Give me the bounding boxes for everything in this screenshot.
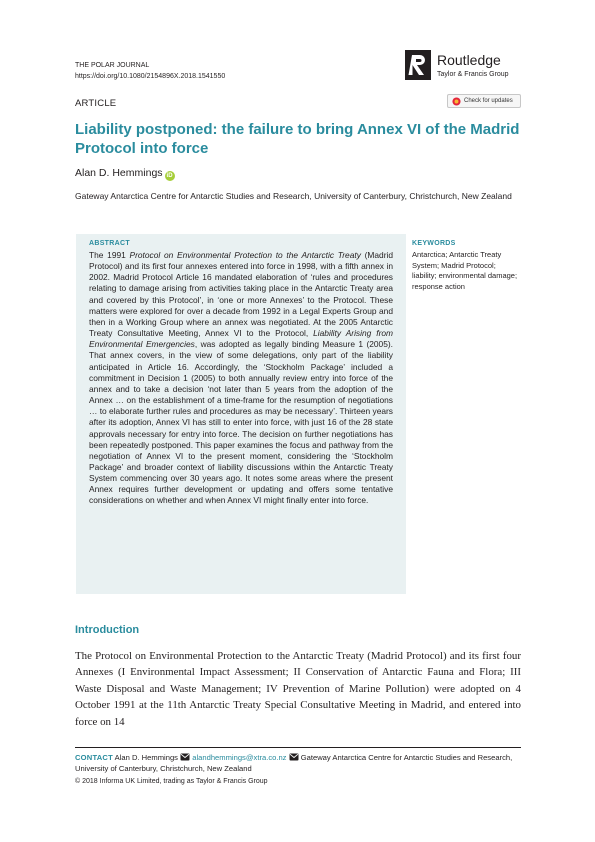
keywords-heading: KEYWORDS: [412, 240, 456, 247]
publisher-name: Routledge: [437, 52, 501, 68]
email-icon: [180, 753, 190, 761]
abstract-italic: Protocol on Environmental Protection to the Antarctic Treaty: [129, 250, 361, 260]
orcid-icon[interactable]: iD: [166, 173, 173, 179]
section-heading-introduction: Introduction: [75, 624, 140, 636]
abstract-part: (Madrid Protocol) and its first four annexes entered into force in 1998, with a fifth annex in 2002. Madrid Protocol Article 16 mandated elaboration of ‘rules and procedures relating to damage arising from activities taking place in the Antarctic Treaty area and covered by this Protocol’, in ‘one or more Annexes’ to the Protocol. These matters were explored for over a decade from 1992 in a Legal Experts Group and then in a Working Group where an annex was negotiated. At the 2005 Antarctic Treaty Consultative Meeting, Annex VI to the Protocol,: [89, 250, 394, 339]
abstract-italic: Liability Arising from Environmental Emergencies: [89, 328, 393, 350]
article-title: Liability postponed: the failure to bring Annex VI of the Madrid Protocol into force: [75, 121, 520, 157]
doi-link[interactable]: https://doi.org/10.1080/2154896X.2018.1541550: [75, 73, 226, 80]
abstract-heading: ABSTRACT: [89, 240, 130, 247]
article-type: ARTICLE: [75, 98, 117, 109]
contact-email[interactable]: alandhemmings@xtra.co.nz: [192, 753, 287, 762]
publisher-subtitle: Taylor & Francis Group: [437, 71, 509, 78]
keywords-list: Antarctica; Antarctic Treaty System; Madrid Protocol; liability; environmental damage; response action: [412, 250, 518, 291]
abstract-text: [89, 250, 393, 507]
abstract-part: The 1991: [89, 250, 130, 260]
publisher-logo: [405, 50, 535, 82]
introduction-paragraph: The Protocol on Environmental Protection to the Antarctic Treaty (Madrid Protocol) and its first four Annexes (I Environmental Impact Assessment; II Conservation of Antarctic Fauna and Flora; III Waste Disposal and Waste Management; IV Prevention of Marine Pollution) were adopted on 4 October 1991 at the 11th Antarctic Treaty Special Consultative Meeting in Madrid, and entered into force on 14: [75, 650, 521, 728]
author-affiliation: Gateway Antarctica Centre for Antarctic Studies and Research, University of Canterbury, Christchurch, New Zealand: [75, 191, 512, 201]
journal-name: THE POLAR JOURNAL: [75, 62, 150, 69]
abstract-panel: [76, 234, 406, 594]
postal-address-icon: [289, 753, 299, 761]
contact-affiliation: Gateway Antarctica Centre for Antarctic Studies and Research, University of Canterbury, Christchurch, New Zealand: [75, 753, 513, 773]
check-updates-icon: [452, 97, 461, 106]
check-updates-label: Check for updates: [464, 98, 513, 104]
contact-info: [75, 752, 523, 774]
contact-name: Alan D. Hemmings: [114, 753, 178, 762]
contact-label: CONTACT: [75, 753, 113, 762]
author-line: [75, 167, 175, 181]
routledge-logo-icon: [405, 50, 431, 80]
footer-divider: [75, 747, 521, 748]
author-name[interactable]: Alan D. Hemmings: [75, 167, 163, 179]
check-for-updates-button[interactable]: [447, 94, 521, 108]
copyright-notice: © 2018 Informa UK Limited, trading as Taylor & Francis Group: [75, 778, 268, 785]
abstract-part: , was adopted as legally binding Measure 1 (2005). That annex covers, in the view of some delegations, only part of the liability anticipated in Article 16. Accordingly, the ‘Stockholm Package’ included a commitment in Decision 1 (2005) to both annually review entry into force of the annex and to take a decision ‘not later than 5 years from the adoption of the Annex … on the establishment of a time-frame for the resumption of negotiations … to elaborate further rules and procedures as may be necessary’. Thirteen years after its adoption, Annex VI has still to enter into force, with just 16 of the 28 state approvals necessary for entry into force. The decision on further negotiations has been repeatedly postponed. This paper examines the focus and pathway from the negotiation of Annex VI to the present moment, considering the ‘Stockholm Package’ and broader context of liability discussions within the Antarctic Treaty System commencing over 30 years ago. It notes some areas where the present Annex requires further development or updating and offers some tentative considerations on whether and when Annex VI might finally enter into force.: [89, 339, 393, 506]
